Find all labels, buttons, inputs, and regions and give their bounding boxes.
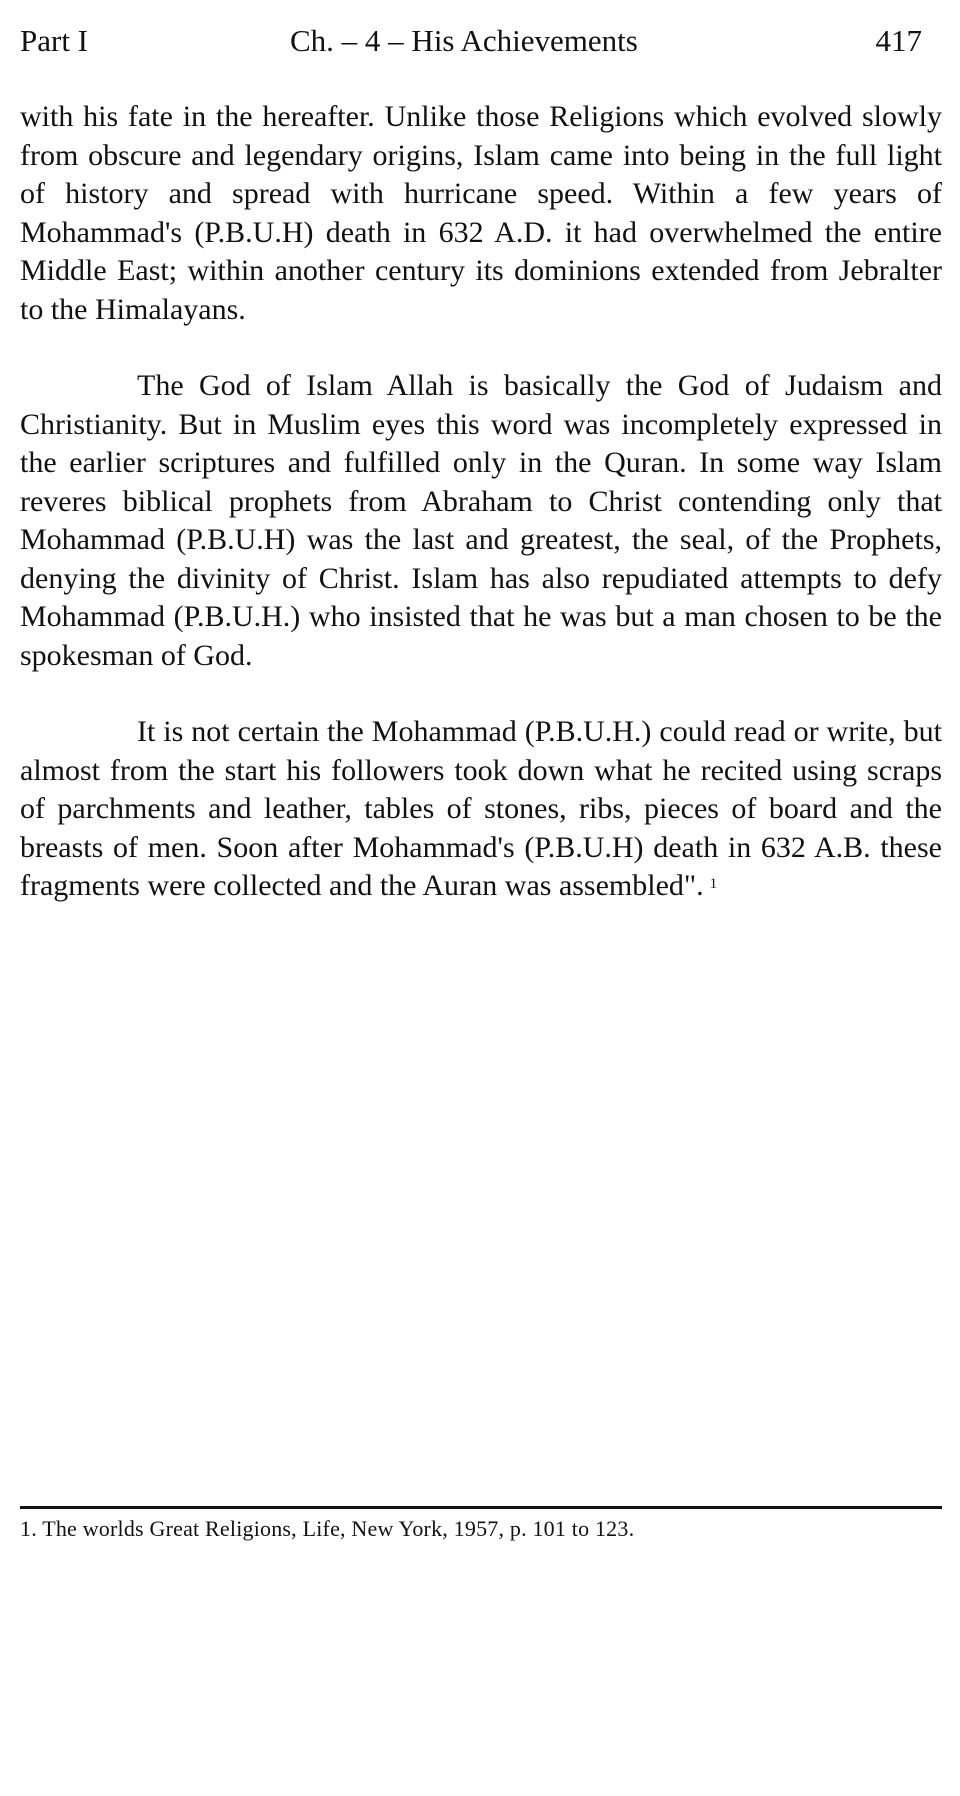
running-header xyxy=(20,16,942,66)
paragraph-1: with his fate in the hereafter. Unlike those Religions which evolved slowly from obscure and legendary origins, Islam came into being in the full light of history and spread with hurricane speed. Within a few years of Mohammad's (P.B.U.H) death in 632 A.D. it had overwhelmed the entire Middle East; within another century its dominions extended from Jebralter to the Himalayans. xyxy=(20,100,942,326)
footnote: 1. The worlds Great Religions, Life, New York, 1957, p. 101 to 123. xyxy=(20,1516,635,1541)
chapter-title: Ch. – 4 – His Achievements xyxy=(290,23,638,58)
footnote-reference: 1 xyxy=(709,876,718,892)
paragraph-2: The God of Islam Allah is basically the God of Judaism and Christianity. But in Muslim eyes this word was incompletely expressed in the earlier scriptures and fulfilled only in the Quran. In some way Islam reveres biblical prophets from Abraham to Christ contending only that Mohammad (P.B.U.H) was the last and greatest, the seal, of the Prophets, denying the divinity of Christ. Islam has also repudiated attempts to defy Mohammad (P.B.U.H.) who insisted that he was but a man chosen to be the spokesman of God. xyxy=(20,369,942,672)
page-number: 417 xyxy=(875,23,922,58)
paragraph-3-text: It is not certain the Mohammad (P.B.U.H.) could read or write, but almost from the start his followers took down what he recited using scraps of parchments and leather, tables of stones, ribs, pieces of board and the breasts of men. Soon after Mohammad's (P.B.U.H) death in 632 A.B. these fragments were collected and the Auran was assembled". xyxy=(20,715,942,902)
paragraph-3 xyxy=(20,713,942,906)
part-label: Part I xyxy=(20,23,89,58)
book-page xyxy=(20,0,942,1796)
body-text xyxy=(20,98,942,906)
footnote-divider xyxy=(20,1506,942,1509)
